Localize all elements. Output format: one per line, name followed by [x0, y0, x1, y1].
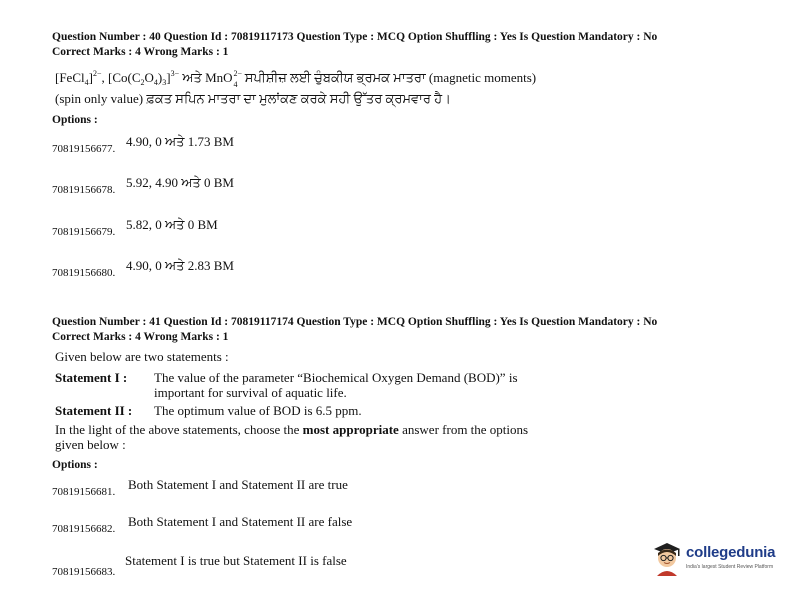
q40-stem-line2: (spin only value) ਫ਼ਕਤ ਸਪਿਨ ਮਾਤਰਾ ਦਾ ਮੁਲਾਂਕਣ ਕਰਕੇ ਸਹੀ ਉੱਤਰ ਕ੍ਰਮਵਾਰ ਹੈ।: [55, 91, 451, 106]
q40-option-text[interactable]: 4.90, 0 ਅਤੇ 2.83 BM: [126, 258, 234, 273]
q41-instruction-line2: given below :: [55, 437, 126, 452]
q41-option-text[interactable]: Statement I is true but Statement II is false: [125, 553, 347, 568]
q41-meta-line2: Correct Marks : 4 Wrong Marks : 1: [52, 331, 229, 343]
q41-options-label: Options :: [52, 459, 98, 471]
q41-option-id: 70819156683.: [52, 566, 116, 578]
q40-option-id: 70819156680.: [52, 267, 116, 279]
q41-option-text[interactable]: Both Statement I and Statement II are true: [128, 477, 348, 492]
q40-meta-line2: Correct Marks : 4 Wrong Marks : 1: [52, 46, 229, 58]
q40-option-text[interactable]: 4.90, 0 ਅਤੇ 1.73 BM: [126, 134, 234, 149]
q41-instruction-line1: In the light of the above statements, choose the most appropriate answer from the options: [55, 422, 529, 437]
q40-stem-line1: [FeCl$_4$]$^{2-}$, $[Co(C_2O_4)_3]^{3-}$ ਅਤੇ MnO 2− 4 ਸਪੀਸ਼ੀਜ਼ ਲਈ ਚੁੰਬਕੀਯ ਭ੍ਰਮਕ ਮਾਤਰਾ (magnetic moments): [55, 69, 537, 89]
logo-tagline: India's largest Student Review Platform: [686, 564, 774, 570]
q40-option-id: 70819156679.: [52, 226, 116, 238]
logo-wordmark: collegedunia: [686, 544, 776, 561]
student-mascot-icon: [650, 540, 684, 576]
q41-option-id: 70819156682.: [52, 523, 116, 535]
q41-meta-line1: Question Number : 41 Question Id : 70819117174 Question Type : MCQ Option Shuffling : Yes Is Question Mandatory : No: [52, 316, 658, 328]
q41-statement2-text: The optimum value of BOD is 6.5 ppm.: [154, 403, 362, 418]
q41-option-text[interactable]: Both Statement I and Statement II are false: [128, 514, 353, 529]
q40-meta-line1: Question Number : 40 Question Id : 70819117173 Question Type : MCQ Option Shuffling : Yes Is Question Mandatory : No: [52, 31, 658, 43]
q41-statement1-line2: important for survival of aquatic life.: [154, 385, 347, 400]
collegedunia-logo: [650, 538, 790, 578]
q40-options-label: Options :: [52, 114, 98, 126]
q41-statement2-label: Statement II :: [55, 403, 133, 418]
q40-option-id: 70819156678.: [52, 184, 116, 196]
q41-statement1-label: Statement I :: [55, 370, 128, 385]
q41-statement1-line1: The value of the parameter “Biochemical Oxygen Demand (BOD)” is: [154, 370, 518, 385]
q40-option-text[interactable]: 5.92, 4.90 ਅਤੇ 0 BM: [126, 175, 234, 190]
q41-option-id: 70819156681.: [52, 486, 116, 498]
q41-intro: Given below are two statements :: [55, 349, 229, 364]
q40-option-text[interactable]: 5.82, 0 ਅਤੇ 0 BM: [126, 217, 218, 232]
q40-option-id: 70819156677.: [52, 143, 116, 155]
